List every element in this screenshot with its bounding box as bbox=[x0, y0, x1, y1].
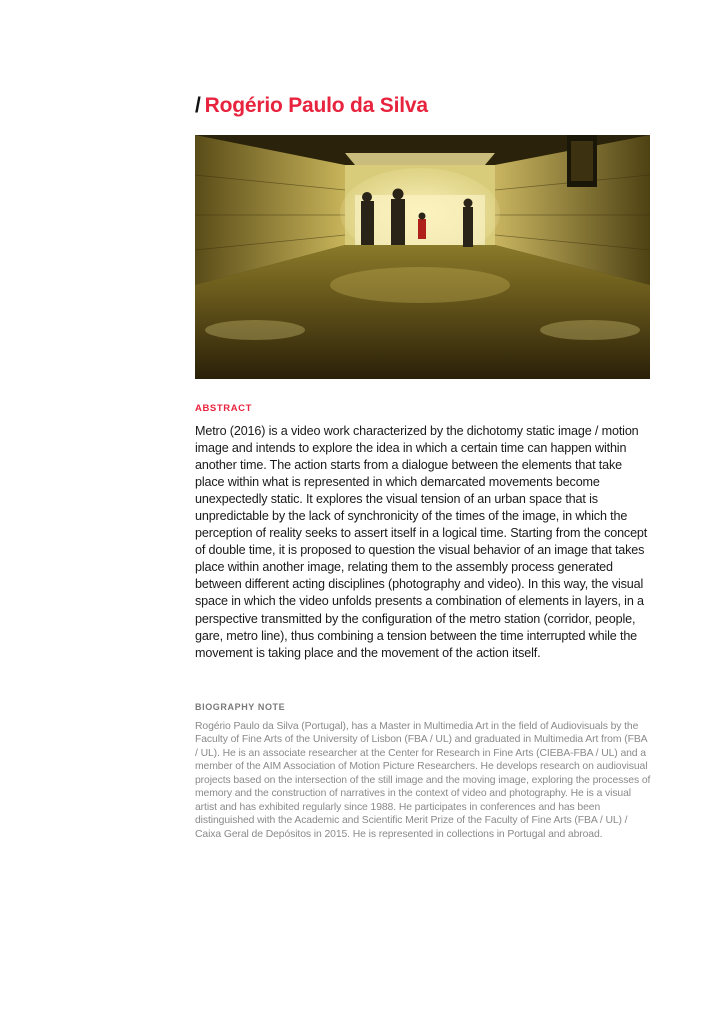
photo-metro-corridor bbox=[195, 135, 650, 379]
title-slash: / bbox=[195, 94, 201, 117]
biography-heading: BIOGRAPHY NOTE bbox=[195, 702, 286, 712]
abstract-text: Metro (2016) is a video work characterized by the dichotomy static image / motion image and intends to explore the idea in which a certain time can happen within another time. The action starts from a dialogue between the elements that take place within what is represented in which demarcated movements become unexpectedly static. It explores the visual tension of an urban space that is unpredictable by the lack of synchronicity of the times of the image, in which the perception of reality seeks to assert itself in a logical time. Starting from the concept of double time, it is proposed to question the visual behavior of an image that takes place within another image, relating them to the assembly process generated between different acting disciplines (photography and video). In this way, the visual space in which the video unfolds presents a combination of elements in layers, in a perspective transmitted by the configuration of the metro station (corridor, people, gare, metro line), thus combining a tension between the time interrupted while the movement is taking place and the movement of the action itself. bbox=[195, 424, 648, 660]
page-title bbox=[195, 92, 651, 120]
author-name: Rogério Paulo da Silva bbox=[204, 94, 428, 117]
abstract-heading: ABSTRACT bbox=[195, 403, 253, 414]
biography-text: Rogério Paulo da Silva (Portugal), has a Master in Multimedia Art in the field of Audiovisuals by the Faculty of Fine Arts of the University of Lisbon (FBA / UL) and graduated in Multimedia Art from (FBA / UL). He is an associate researcher at the Center for Research in Fine Arts (CIEBA-FBA / UL) and a member of the AIM Association of Motion Picture Researchers. He develops research on audiovisual projects based on the intersection of the still image and the moving image, exploring the processes of memory and the construction of narratives in the context of video and photography. He is a visual artist and has exhibited regularly since 1988. He participates in conferences and has been distinguished with the Academic and Scientific Merit Prize of the Faculty of Fine Arts (FBA / UL) / Caixa Geral de Depósitos in 2015. He is represented in collections in Portugal and abroad. bbox=[195, 721, 651, 840]
